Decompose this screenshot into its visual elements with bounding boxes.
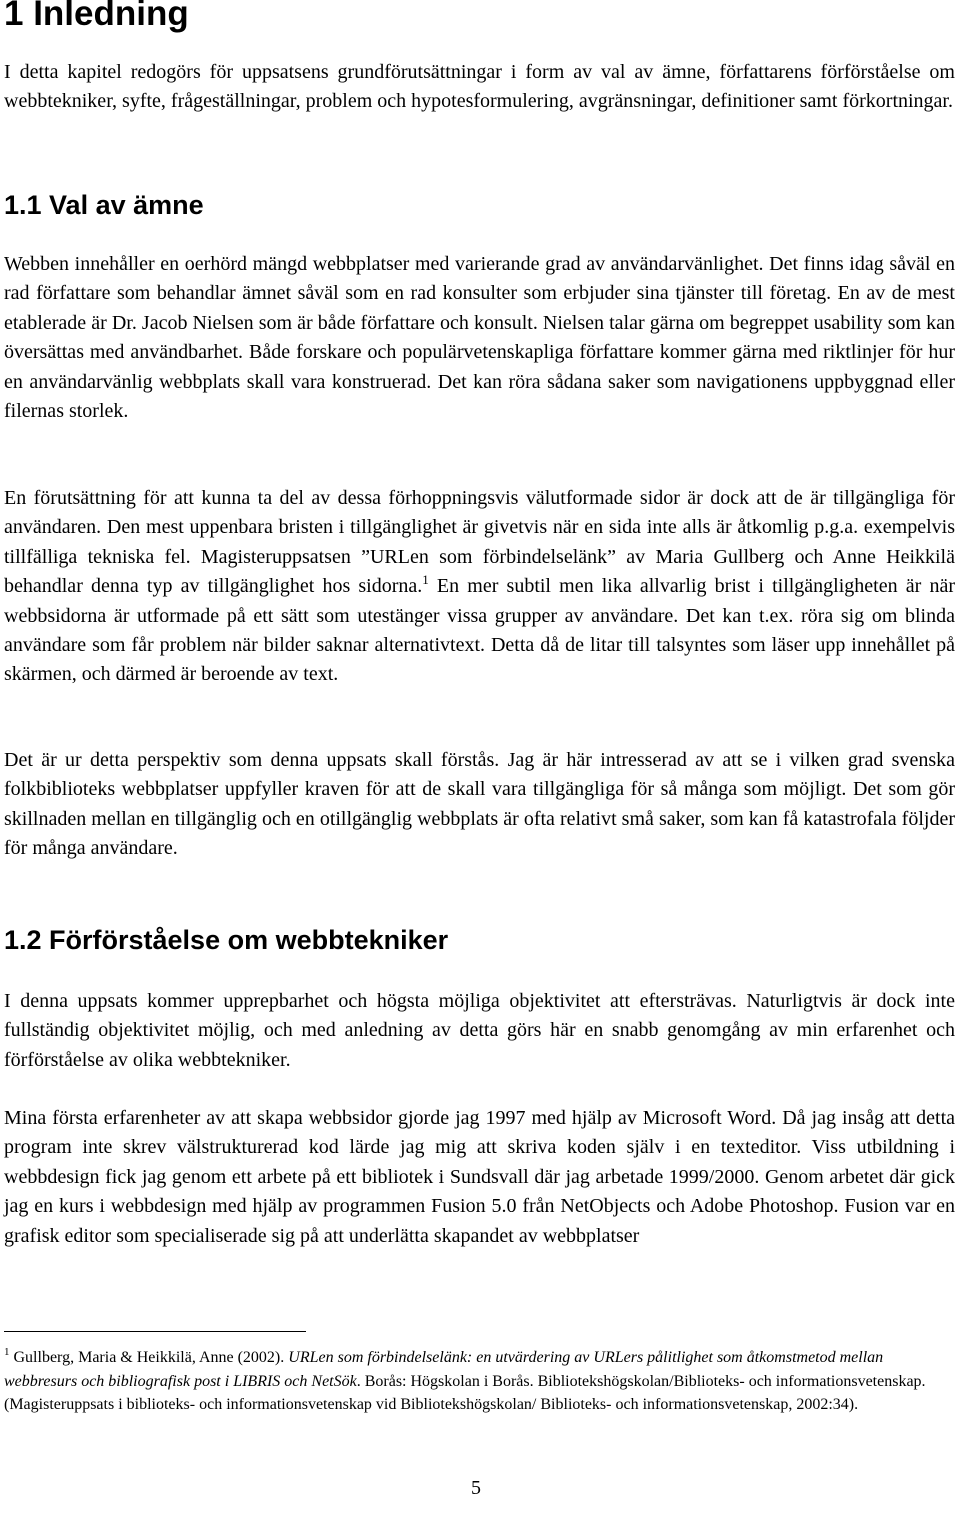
footnote-separator: [4, 1331, 306, 1332]
footnote-publication: . Borås: Högskolan i Borås. Bibliotekshögskolan/Biblioteks- och informationsvetenskap. (Magisteruppsats i biblioteks- och informationsvetenskap vid Bibliotekshögskolan/ Biblioteks- och informationsvetenskap, 2002:34).: [4, 1372, 926, 1414]
section-1-1-paragraph-1: Webben innehåller en oerhörd mängd webbplatser med varierande grad av användarvänlighet. Det finns idag såväl en rad författare som behandlar ämnet såväl som en rad konsulter som erbjuder sina tjänster till företag. En av de mest etablerade är Dr. Jacob Nielsen som är både författare och konsult. Nielsen talar gärna om begreppet usability som kan översättas med användbarhet. Både forskare och populärvetenskapliga författare kommer gärna med riktlinjer för hur en användarvänlig webbplats skall vara konstruerad. Det kan röra sådana saker som navigationens uppbyggnad eller filernas storlek.: [4, 253, 955, 423]
section-heading-1-2: 1.2 Förförståelse om webbtekniker: [4, 925, 449, 955]
footnote-mark: 1: [4, 1346, 10, 1358]
section-heading-1-1: 1.1 Val av ämne: [4, 190, 204, 220]
section-1-2-paragraph-1: I denna uppsats kommer upprepbarhet och högsta möjliga objektivitet att eftersträvas. Naturligtvis är dock inte fullständig objektivitet möjlig, och med anledning av detta görs här en snabb genomgång av min erfarenhet och förförståelse av olika webbtekniker.: [4, 990, 955, 1071]
chapter-heading: 1 Inledning: [4, 0, 189, 33]
section-1-1-paragraph-2: [4, 484, 955, 690]
footnote-authors: Gullberg, Maria & Heikkilä, Anne (2002).: [9, 1349, 289, 1366]
section-1-1-paragraph-3: Det är ur detta perspektiv som denna uppsats skall förstås. Jag är här intresserad av att se i vilken grad svenska folkbiblioteks webbplatser uppfyller kraven för att de skall vara tillgängliga för så många som möjligt. Det som gör skillnaden mellan en tillgänglig och en otillgänglig webbplats är ofta relativt små saker, som kan få katastrofala följder för många användare.: [4, 749, 955, 860]
paragraph-text: En förutsättning för att kunna ta del av dessa förhoppningsvis välutformade sidor är dock att de är tillgängliga för användaren. Den mest uppenbara bristen i tillgänglighet är givetvis när en sida inte alls är åtkomlig p.g.a. exempelvis tillfälliga tekniska fel. Magisteruppsatsen ”URLen som förbindelselänk” av Maria Gullberg och Anne Heikkilä behandlar denna typ av tillgänglighet hos sidorna.: [4, 487, 955, 598]
page-number: 5: [471, 1477, 481, 1499]
paragraph-text: En mer subtil men lika allvarlig brist i tillgängligheten är när webbsidorna är utformade på ett sätt som utestänger vissa grupper av användare. Det kan t.ex. röra sig om blinda användare som får problem när bilder saknar alternativtext. Detta då de litar till talsyntes som läser upp innehållet på skärmen, och därmed är beroende av text.: [4, 575, 955, 686]
footnote: [4, 1346, 955, 1417]
footnote-reference[interactable]: 1: [422, 572, 429, 588]
section-1-2-paragraph-2: Mina första erfarenheter av att skapa webbsidor gjorde jag 1997 med hjälp av Microsoft Word. Då jag insåg att detta program inte skrev välstrukturerad kod lärde jag mig att skriva koden själv i en texteditor. Viss utbildning i webbdesign fick jag genom ett arbete på ett bibliotek i Sundsvall där jag arbetade 1999/2000. Genom arbetet där gick jag en kurs i webbdesign med hjälp av programmen Fusion 5.0 från NetObjects och Adobe Photoshop. Fusion var en grafisk editor som specialiserade sig på att underlätta skapandet av webbplatser: [4, 1107, 955, 1247]
footnote-title: URLen som förbindelselänk: en utvärdering av URLers pålitlighet som åtkomstmetod mellan webbresurs och bibliografisk post i LIBRIS och NetSök: [4, 1349, 884, 1390]
chapter-intro-paragraph: I detta kapitel redogörs för uppsatsens grundförutsättningar i form av val av ämne, författarens förförståelse om webbtekniker, syfte, frågeställningar, problem och hypotesformulering, avgränsningar, definitioner samt förkortningar.: [4, 61, 955, 113]
